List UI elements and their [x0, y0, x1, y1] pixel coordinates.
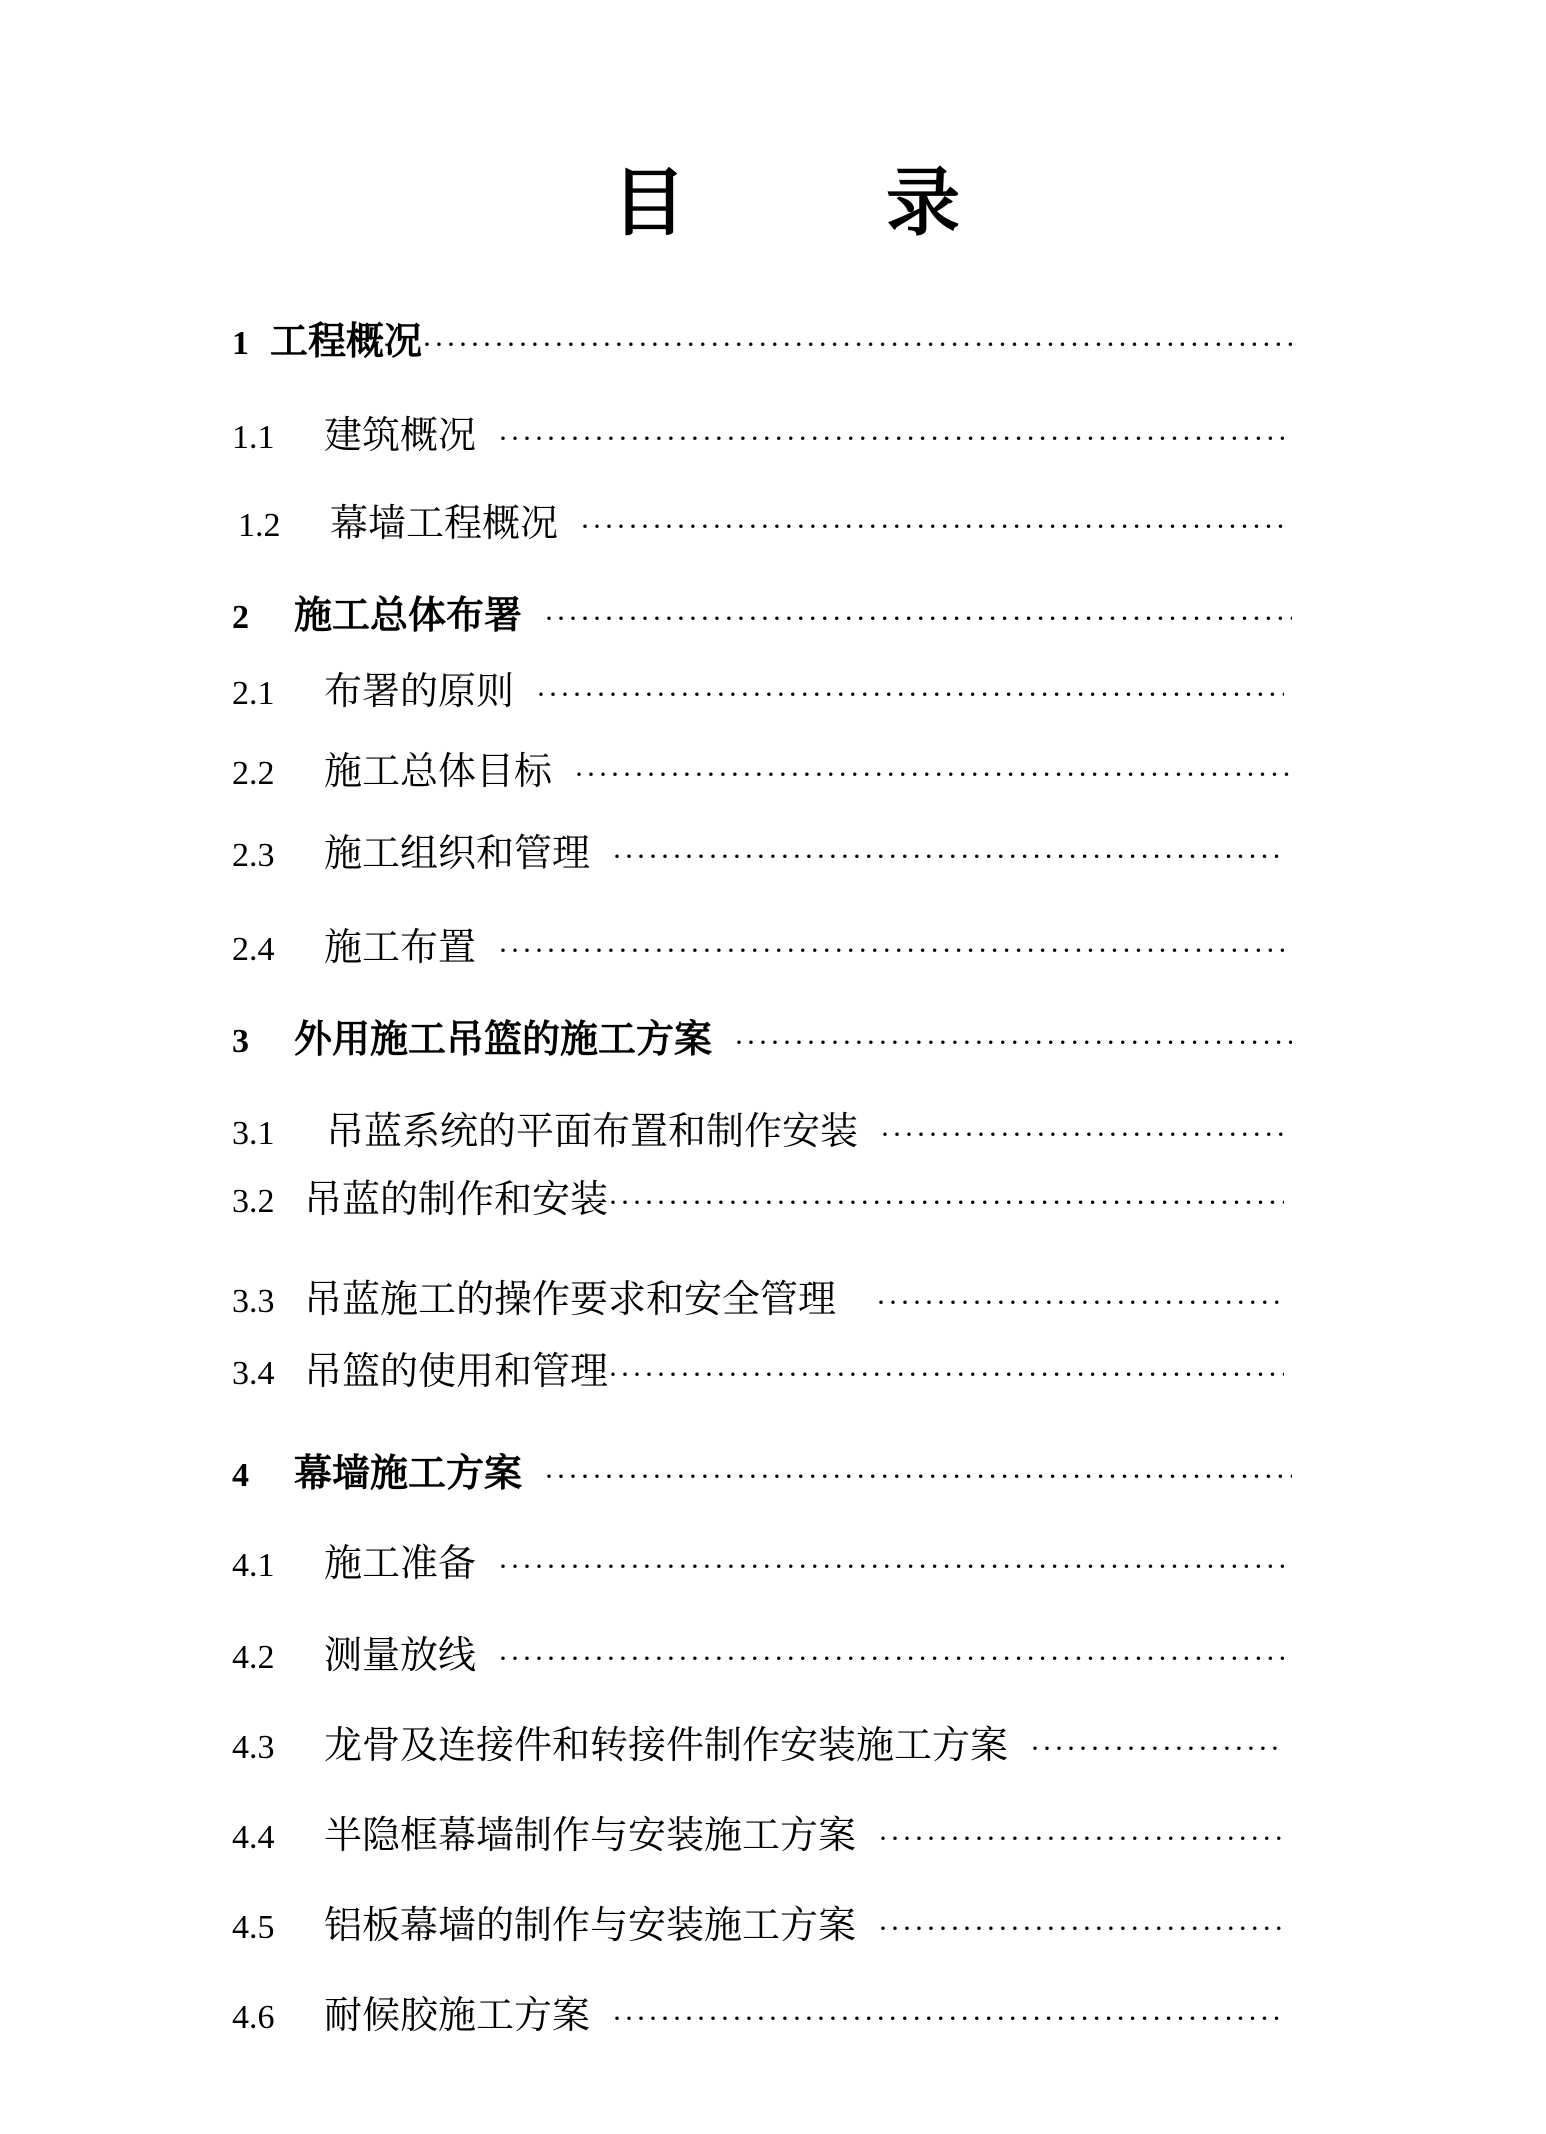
toc-leader-dots: [608, 1177, 1284, 1229]
toc-leader-dots: [498, 925, 1284, 977]
toc-leader-dots: [536, 669, 1284, 721]
toc-number: 3.2: [232, 1183, 275, 1220]
toc-title: 施工组织和管理: [324, 831, 591, 875]
toc-title: 幕墙施工方案: [294, 1450, 523, 1495]
toc-title: 外用施工吊篮的施工方案: [294, 1016, 713, 1061]
toc-entry-2-2[interactable]: [232, 745, 1292, 797]
toc-leader-dots: [880, 1109, 1284, 1161]
toc-title: 施工总体目标: [324, 749, 553, 793]
toc-leader-dots: [580, 501, 1286, 553]
toc-number: 4.6: [232, 1999, 275, 2036]
toc-entry-2[interactable]: [232, 589, 1292, 641]
toc-leader-dots: [608, 1349, 1284, 1401]
toc-entry-3-1[interactable]: [232, 1105, 1284, 1157]
toc-title: 吊篮的使用和管理: [304, 1349, 609, 1393]
toc-title: 施工布置: [324, 925, 477, 969]
toc-title: 吊蓝的制作和安装: [304, 1177, 609, 1221]
toc-title: 工程概况: [270, 318, 423, 363]
toc-title: 龙骨及连接件和转接件制作安装施工方案: [324, 1723, 1009, 1767]
toc-entry-4-6[interactable]: [232, 1989, 1284, 2041]
toc-title: 吊蓝系统的平面布置和制作安装: [326, 1109, 859, 1153]
toc-leader-dots: [544, 1451, 1292, 1503]
toc-leader-dots: [544, 593, 1292, 645]
toc-number: 4.5: [232, 1909, 275, 1946]
toc-number: 3.3: [232, 1283, 275, 1320]
toc-number: 1.1: [232, 419, 275, 456]
toc-entry-1-2[interactable]: [238, 497, 1286, 549]
toc-title: 耐候胶施工方案: [324, 1993, 591, 2037]
toc-number: 3: [232, 1023, 249, 1060]
toc-entry-3[interactable]: [232, 1013, 1292, 1065]
toc-number: 4.3: [232, 1729, 275, 1766]
title-char-1: 目: [612, 160, 686, 246]
toc-entry-3-2[interactable]: [232, 1173, 1284, 1225]
toc-leader-dots: [1030, 1723, 1284, 1775]
toc-title: 铝板幕墙的制作与安装施工方案: [324, 1903, 857, 1947]
title-char-2: 录: [886, 160, 960, 246]
toc-number: 2.2: [232, 755, 275, 792]
page-title: [0, 158, 1546, 248]
toc-title: 布署的原则: [324, 669, 515, 713]
toc-entry-2-4[interactable]: [232, 921, 1284, 973]
toc-leader-dots: [734, 1017, 1292, 1069]
toc-title: 测量放线: [324, 1633, 477, 1677]
toc-leader-dots: [878, 1903, 1284, 1955]
toc-leader-dots: [878, 1813, 1284, 1865]
toc-leader-dots: [498, 1633, 1284, 1685]
toc-entry-3-4[interactable]: [232, 1345, 1284, 1397]
toc-leader-dots: [498, 1541, 1284, 1593]
toc-leader-dots: [574, 749, 1292, 801]
toc-number: 2: [232, 599, 249, 636]
toc-number: 1.2: [238, 507, 281, 544]
toc-entry-2-1[interactable]: [232, 665, 1284, 717]
toc-entry-3-3[interactable]: [232, 1273, 1284, 1325]
toc-number: 1: [232, 325, 249, 362]
toc-number: 4: [232, 1457, 249, 1494]
toc-entry-4-5[interactable]: [232, 1899, 1284, 1951]
toc-leader-dots: [498, 413, 1284, 465]
toc-entry-4-4[interactable]: [232, 1809, 1284, 1861]
toc-number: 2.4: [232, 931, 275, 968]
toc-number: 3.4: [232, 1355, 275, 1392]
toc-entry-1-1[interactable]: [232, 409, 1284, 461]
toc-leader-dots: [422, 319, 1292, 371]
toc-entry-4-3[interactable]: [232, 1719, 1284, 1771]
toc-entry-2-3[interactable]: [232, 827, 1284, 879]
toc-title: 半隐框幕墙制作与安装施工方案: [324, 1813, 857, 1857]
toc-leader-dots: [612, 1993, 1284, 2045]
toc-number: 4.4: [232, 1819, 275, 1856]
toc-number: 2.1: [232, 675, 275, 712]
toc-entry-4-2[interactable]: [232, 1629, 1284, 1681]
toc-leader-dots: [612, 831, 1284, 883]
toc-title: 吊蓝施工的操作要求和安全管理: [304, 1277, 837, 1321]
toc-entry-4[interactable]: [232, 1447, 1292, 1499]
toc-entry-4-1[interactable]: [232, 1537, 1284, 1589]
toc-title: 施工总体布署: [294, 592, 523, 637]
toc-number: 4.1: [232, 1547, 275, 1584]
toc-title: 施工准备: [324, 1541, 477, 1585]
toc-number: 4.2: [232, 1639, 275, 1676]
toc-entry-1[interactable]: [232, 315, 1292, 367]
toc-number: 2.3: [232, 837, 275, 874]
toc-leader-dots: [876, 1277, 1284, 1329]
toc-title: 幕墙工程概况: [330, 501, 559, 545]
toc-number: 3.1: [232, 1115, 275, 1152]
toc-title: 建筑概况: [324, 413, 477, 457]
